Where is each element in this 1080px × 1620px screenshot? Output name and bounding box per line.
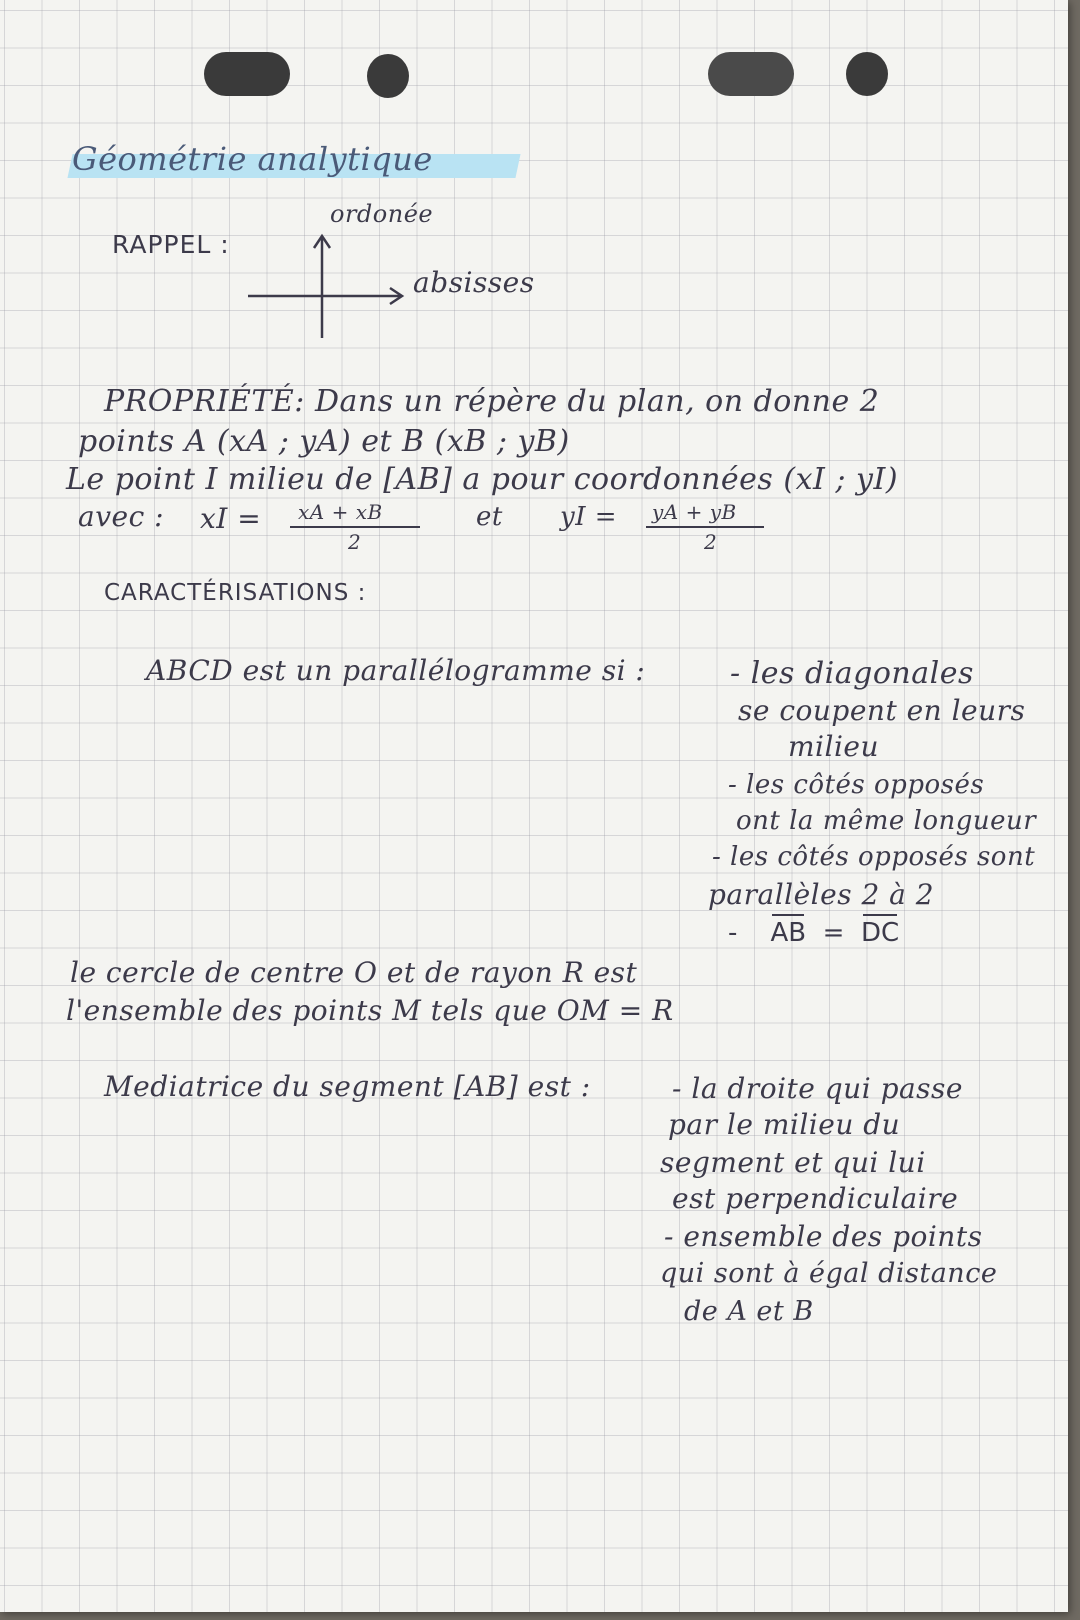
axes-diagram xyxy=(240,230,420,342)
xi-fraction-bar xyxy=(290,526,420,528)
parallelogramme-c2-l1: - les côtés opposés xyxy=(728,770,985,800)
binder-hole-left-oval xyxy=(204,52,290,96)
yi-fraction-bar xyxy=(646,526,764,528)
yi-lhs: yI = xyxy=(560,502,618,532)
parallelogramme-c3-l1: - les côtés opposés sont xyxy=(712,842,1036,872)
vector-ab: AB xyxy=(770,918,807,948)
mediatrice-d1-l4: est perpendiculaire xyxy=(672,1182,959,1215)
vector-dash: - xyxy=(728,918,738,948)
yi-denominator: 2 xyxy=(704,530,718,554)
parallelogramme-intro: ABCD est un parallélogramme si : xyxy=(146,654,646,687)
mediatrice-intro: Mediatrice du segment [AB] est : xyxy=(104,1070,591,1103)
xi-denominator: 2 xyxy=(348,530,362,554)
avec-label: avec : xyxy=(78,500,165,533)
page-title: Géométrie analytique xyxy=(72,140,433,178)
parallelogramme-c1-l2: se coupent en leurs xyxy=(738,694,1026,727)
et-label: et xyxy=(476,502,503,532)
cercle-line-2: l'ensemble des points M tels que OM = R xyxy=(66,994,674,1027)
axis-x-label: absisses xyxy=(413,266,535,299)
propriete-line-3: Le point I milieu de [AB] a pour coordonnées (xI ; yI) xyxy=(66,462,899,497)
yi-numerator: yA + yB xyxy=(652,500,737,524)
axis-y-label: ordonée xyxy=(330,200,434,228)
parallelogramme-c3-l2: parallèles 2 à 2 xyxy=(708,878,935,911)
mediatrice-d1-l3: segment et qui lui xyxy=(660,1146,926,1179)
binder-hole-left-round xyxy=(367,54,409,98)
cercle-line-1: le cercle de centre O et de rayon R est xyxy=(70,956,638,989)
parallelogramme-c1-l1: - les diagonales xyxy=(730,656,974,691)
parallelogramme-c1-l3: milieu xyxy=(788,730,880,763)
caracterisations-label: CARACTÉRISATIONS : xyxy=(104,580,367,606)
mediatrice-d2-l3: de A et B xyxy=(684,1296,814,1327)
vector-equals: = xyxy=(822,918,845,948)
mediatrice-d1-l2: par le milieu du xyxy=(668,1108,901,1141)
xi-numerator: xA + xB xyxy=(298,500,383,524)
propriete-line-2: points A (xA ; yA) et B (xB ; yB) xyxy=(78,424,570,459)
propriete-line-1: PROPRIÉTÉ: Dans un répère du plan, on donne 2 xyxy=(104,384,880,419)
xi-lhs: xI = xyxy=(200,502,262,535)
mediatrice-d1-l1: - la droite qui passe xyxy=(672,1072,963,1105)
mediatrice-d2-l2: qui sont à égal distance xyxy=(660,1258,998,1289)
parallelogramme-c2-l2: ont la même longueur xyxy=(736,806,1037,836)
binder-hole-right-round xyxy=(846,52,888,96)
binder-hole-right-oval xyxy=(708,52,794,96)
vector-dc: DC xyxy=(860,918,900,948)
vector-equality xyxy=(728,918,899,948)
rappel-label: RAPPEL : xyxy=(112,230,230,259)
mediatrice-d2-l1: - ensemble des points xyxy=(664,1220,983,1253)
